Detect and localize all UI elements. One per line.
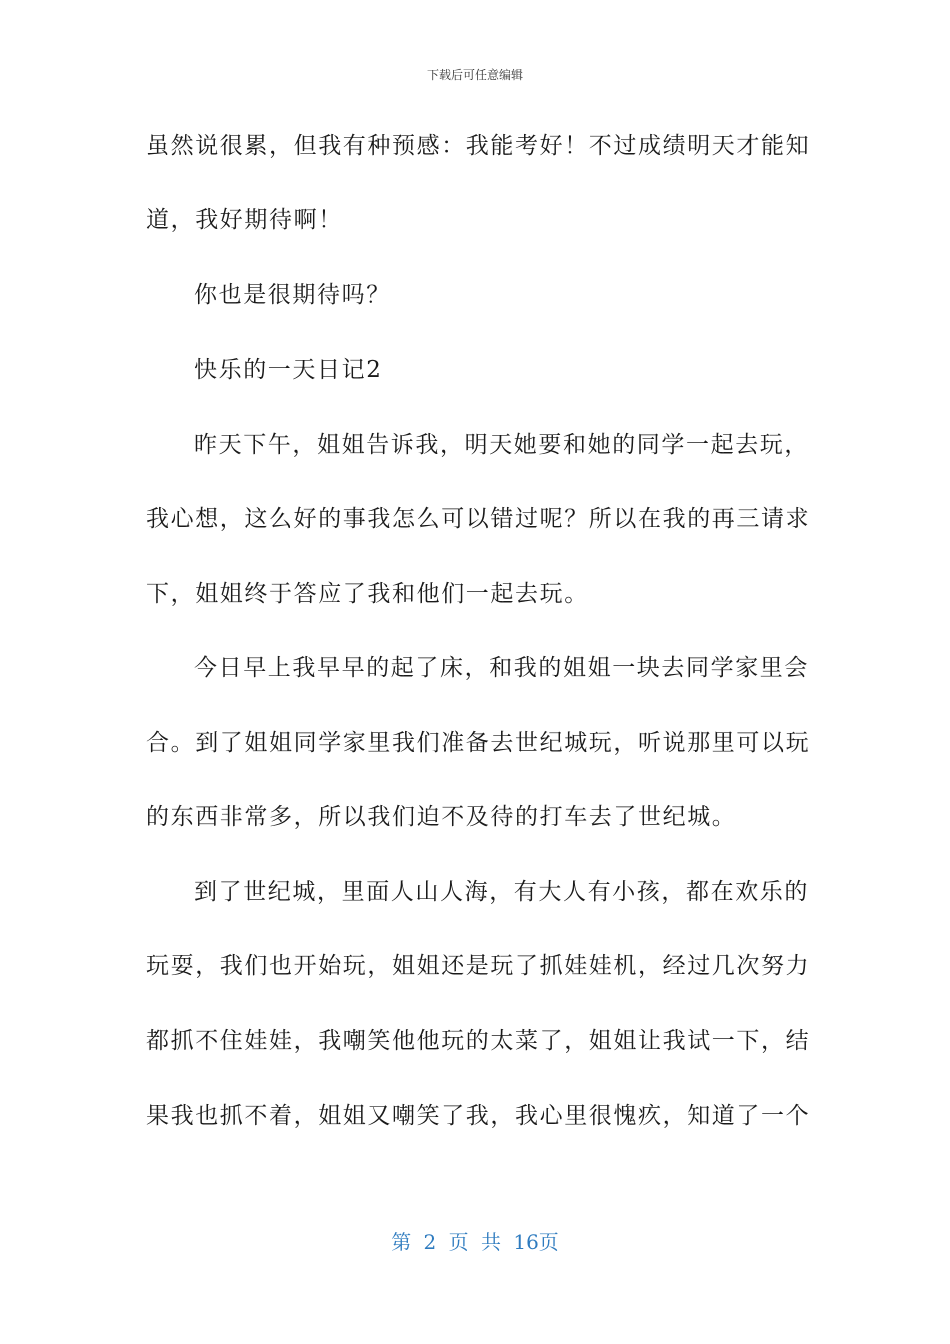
text-line: 的东西非常多，所以我们迫不及待的打车去了世纪城。 [146, 804, 737, 830]
text-line: 虽然说很累，但我有种预感：我能考好！不过成绩明天才能知 [146, 133, 811, 159]
text-line: 下，姐姐终于答应了我和他们一起去玩。 [146, 581, 589, 607]
text-line: 你也是很期待吗？ [194, 282, 391, 308]
text-line: 今日早上我早早的起了床，和我的姐姐一块去同学家里会 [194, 655, 809, 681]
page-number: 第 2 页 共 16页 [391, 1230, 559, 1254]
text-line: 果我也抓不着，姐姐又嘲笑了我，我心里很愧疚，知道了一个 [146, 1103, 811, 1129]
text-line: 合。到了姐姐同学家里我们准备去世纪城玩，听说那里可以玩 [146, 730, 811, 756]
text-line: 到了世纪城，里面人山人海，有大人有小孩，都在欢乐的 [194, 879, 809, 905]
section-heading: 快乐的一天日记2 [194, 357, 383, 383]
text-line: 道，我好期待啊！ [146, 207, 343, 233]
page-header: 下载后可任意编辑 [426, 68, 523, 82]
text-line: 玩耍，我们也开始玩，姐姐还是玩了抓娃娃机，经过几次努力 [146, 953, 811, 979]
text-line: 都抓不住娃娃，我嘲笑他他玩的太菜了，姐姐让我试一下，结 [146, 1028, 811, 1054]
text-line: 昨天下午，姐姐告诉我，明天她要和她的同学一起去玩， [194, 432, 809, 458]
text-line: 我心想，这么好的事我怎么可以错过呢？所以在我的再三请求 [146, 506, 811, 532]
